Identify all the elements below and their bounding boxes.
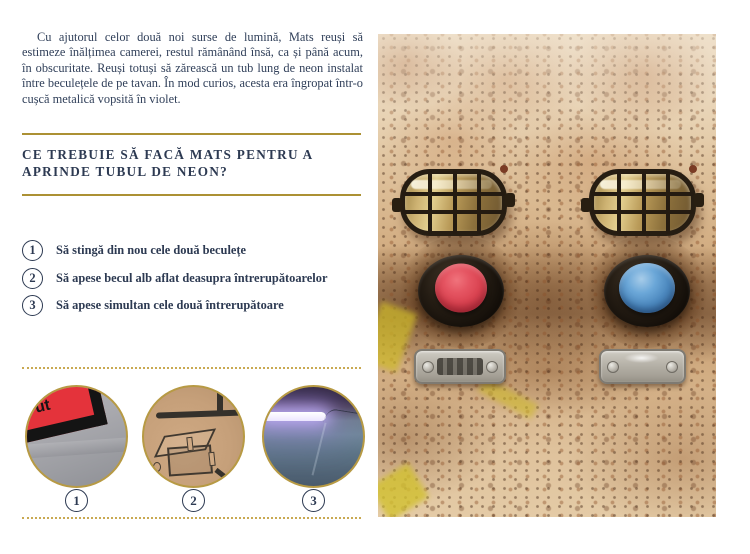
lamp-mount-lug: [392, 198, 402, 212]
divider-rule-bottom: [22, 194, 361, 196]
clue-thumbnail-2[interactable]: [142, 385, 245, 488]
switch-drawing-pin: [209, 452, 216, 467]
blue-button-bezel: [604, 255, 690, 327]
divider-rule-top: [22, 133, 361, 135]
cage-bar: [666, 171, 670, 234]
clue-divider-bottom: [22, 517, 361, 519]
answer-option-2[interactable]: [22, 268, 327, 289]
clue-thumbnail-3[interactable]: [262, 385, 365, 488]
paper-wrinkle: [27, 438, 127, 459]
option-1-label: Să stingă din nou cele două beculețe: [56, 243, 247, 257]
switch-drawing-hole: [153, 462, 161, 472]
plate-screw: [486, 361, 498, 373]
switch-drawing-pin: [186, 436, 193, 451]
label-plate-left: [414, 349, 506, 384]
thumbnail-1-number-badge: 1: [65, 489, 88, 512]
blue-push-button: [619, 263, 675, 313]
red-button-bezel: [418, 255, 504, 327]
plate-screw: [607, 361, 619, 373]
tape-line-diagonal: [214, 468, 239, 488]
label-plate-right: [599, 349, 686, 384]
cage-bar: [477, 171, 481, 234]
option-1-number-badge: 1: [22, 240, 43, 261]
lamp-mount-lug: [581, 198, 591, 212]
neon-wire: [321, 407, 365, 445]
thumbnail-3-number-badge: 3: [302, 489, 325, 512]
cage-bar: [617, 171, 621, 234]
sign-partial-text: ut: [33, 396, 52, 417]
clue-thumbnail-1[interactable]: [25, 385, 128, 488]
surface-scratch: [312, 422, 327, 475]
lamp-mount-lug: [505, 193, 515, 207]
lamp-mount-lug: [694, 193, 704, 207]
plate-screw: [666, 361, 678, 373]
yellow-paint-mark: [378, 301, 417, 372]
option-2-label: Să apese becul alb aflat deasupra întrerupătoarelor: [56, 271, 328, 285]
plate-shine: [624, 353, 659, 363]
plate-screw: [422, 361, 434, 373]
option-3-label: Să apese simultan cele două întrerupătoare: [56, 298, 284, 312]
cage-bar: [453, 171, 457, 234]
clue-divider-top: [22, 367, 361, 369]
neon-tube: [262, 412, 326, 421]
intro-paragraph: Cu ajutorul celor două noi surse de lumină, Mats reuși să estimeze înălțimea camerei, restul rămânând însă, ca și până acum, în obscuritate. Reuși totuși să zărească un tub lung de neon instalat între beculețele de pe tavan. În mod curios, acesta era îngropat într-o cușcă metalică vopsită în violet.: [22, 30, 363, 106]
tape-line-horizontal: [156, 409, 245, 418]
lamp-screw: [500, 165, 508, 173]
warning-sign-corner: [25, 385, 108, 444]
plate-slots: [437, 358, 483, 375]
answer-option-3[interactable]: [22, 295, 284, 316]
caged-bulkhead-lamp-left: [400, 169, 507, 236]
cage-bar: [642, 171, 646, 234]
answer-option-1[interactable]: [22, 240, 246, 261]
option-2-number-badge: 2: [22, 268, 43, 289]
cage-bar: [428, 171, 432, 234]
yellow-paint-mark: [378, 463, 429, 517]
thumbnail-2-number-badge: 2: [182, 489, 205, 512]
red-push-button: [435, 264, 487, 313]
tape-line-vertical: [217, 385, 223, 413]
rusty-panel-photo: [378, 34, 716, 517]
option-3-number-badge: 3: [22, 295, 43, 316]
lamp-screw: [689, 165, 697, 173]
caged-bulkhead-lamp-right: [589, 169, 696, 236]
question-heading: CE TREBUIE SĂ FACĂ MATS PENTRU A APRINDE TUBUL DE NEON?: [22, 147, 313, 179]
